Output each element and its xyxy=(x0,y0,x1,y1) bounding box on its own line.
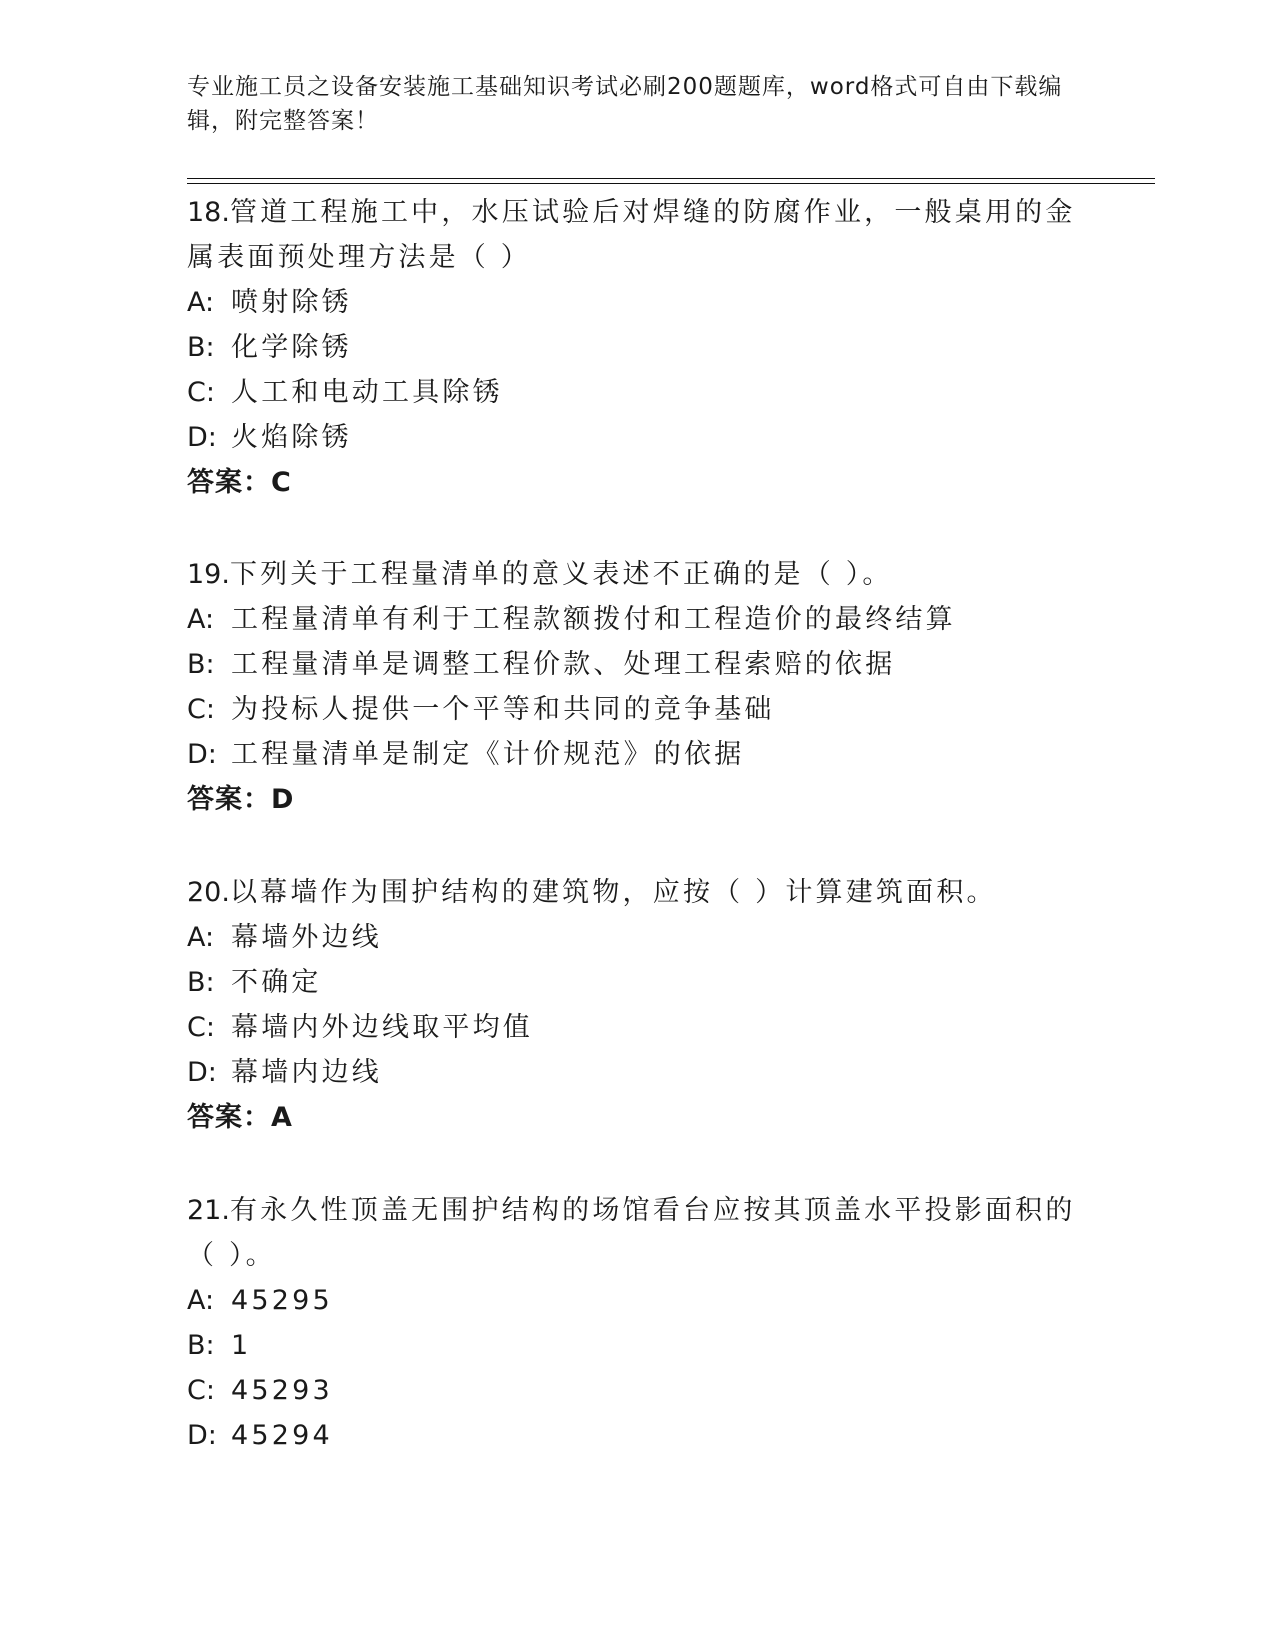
question-number: 18. xyxy=(187,197,230,228)
question-text xyxy=(187,190,1087,280)
option-key: A: xyxy=(187,922,215,953)
option-b xyxy=(187,1323,1087,1368)
option-key: D: xyxy=(187,1057,217,1088)
question-18 xyxy=(187,190,1087,505)
option-b xyxy=(187,960,1087,1005)
option-text: 喷射除锈 xyxy=(231,287,352,318)
document-title: 专业施工员之设备安装施工基础知识考试必刷200题题库，word格式可自由下载编辑，附完整答案！ xyxy=(187,74,1063,134)
option-text: 幕墙外边线 xyxy=(231,922,382,953)
question-stem: 下列关于工程量清单的意义表述不正确的是（ ）。 xyxy=(229,559,893,590)
option-key: A: xyxy=(187,604,215,635)
question-19 xyxy=(187,552,1087,822)
option-d xyxy=(187,415,1087,460)
option-c xyxy=(187,370,1087,415)
option-a xyxy=(187,280,1087,325)
option-a xyxy=(187,915,1087,960)
option-text: 工程量清单有利于工程款额拨付和工程造价的最终结算 xyxy=(231,604,956,635)
question-stem: 管道工程施工中，水压试验后对焊缝的防腐作业，一般桌用的金属表面预处理方法是（ ） xyxy=(187,197,1076,273)
question-number: 19. xyxy=(187,559,230,590)
option-d xyxy=(187,1050,1087,1095)
option-text: 化学除锈 xyxy=(231,332,352,363)
option-key: B: xyxy=(187,332,215,363)
option-text: 幕墙内边线 xyxy=(231,1057,382,1088)
option-a xyxy=(187,597,1087,642)
option-key: D: xyxy=(187,739,217,770)
option-d xyxy=(187,732,1087,777)
option-key: B: xyxy=(187,649,215,680)
option-c xyxy=(187,1005,1087,1050)
option-text: 1 xyxy=(231,1330,252,1361)
option-c xyxy=(187,1368,1087,1413)
option-text: 幕墙内外边线取平均值 xyxy=(231,1012,533,1043)
option-key: D: xyxy=(187,422,217,453)
option-key: C: xyxy=(187,1012,215,1043)
question-text xyxy=(187,1188,1087,1278)
option-key: A: xyxy=(187,1285,215,1316)
answer-line: 答案：C xyxy=(187,467,292,498)
question-number: 20. xyxy=(187,877,230,908)
option-text: 人工和电动工具除锈 xyxy=(231,377,503,408)
option-d xyxy=(187,1413,1087,1458)
question-text xyxy=(187,870,1087,915)
option-text: 工程量清单是制定《计价规范》的依据 xyxy=(231,739,745,770)
answer-line: 答案：D xyxy=(187,784,295,815)
option-text: 工程量清单是调整工程价款、处理工程索赔的依据 xyxy=(231,649,896,680)
option-text: 45293 xyxy=(231,1375,333,1406)
answer-line: 答案：A xyxy=(187,1102,293,1133)
option-key: A: xyxy=(187,287,215,318)
question-text xyxy=(187,552,1087,597)
option-text: 45294 xyxy=(231,1420,333,1451)
option-key: B: xyxy=(187,1330,215,1361)
question-stem: 以幕墙作为围护结构的建筑物，应按（ ）计算建筑面积。 xyxy=(229,877,997,908)
question-stem: 有永久性顶盖无围护结构的场馆看台应按其顶盖水平投影面积的（ ）。 xyxy=(187,1195,1076,1271)
option-text: 火焰除锈 xyxy=(231,422,352,453)
option-b xyxy=(187,642,1087,687)
option-b xyxy=(187,325,1087,370)
question-21 xyxy=(187,1188,1087,1458)
option-key: B: xyxy=(187,967,215,998)
option-key: D: xyxy=(187,1420,217,1451)
question-20 xyxy=(187,870,1087,1140)
question-number: 21. xyxy=(187,1195,230,1226)
option-a xyxy=(187,1278,1087,1323)
option-key: C: xyxy=(187,377,215,408)
option-text: 为投标人提供一个平等和共同的竞争基础 xyxy=(231,694,775,725)
option-key: C: xyxy=(187,1375,215,1406)
option-c xyxy=(187,687,1087,732)
option-text: 45295 xyxy=(231,1285,333,1316)
option-key: C: xyxy=(187,694,215,725)
option-text: 不确定 xyxy=(231,967,322,998)
header-divider-top xyxy=(187,178,1155,179)
header-divider-bottom xyxy=(187,183,1155,184)
